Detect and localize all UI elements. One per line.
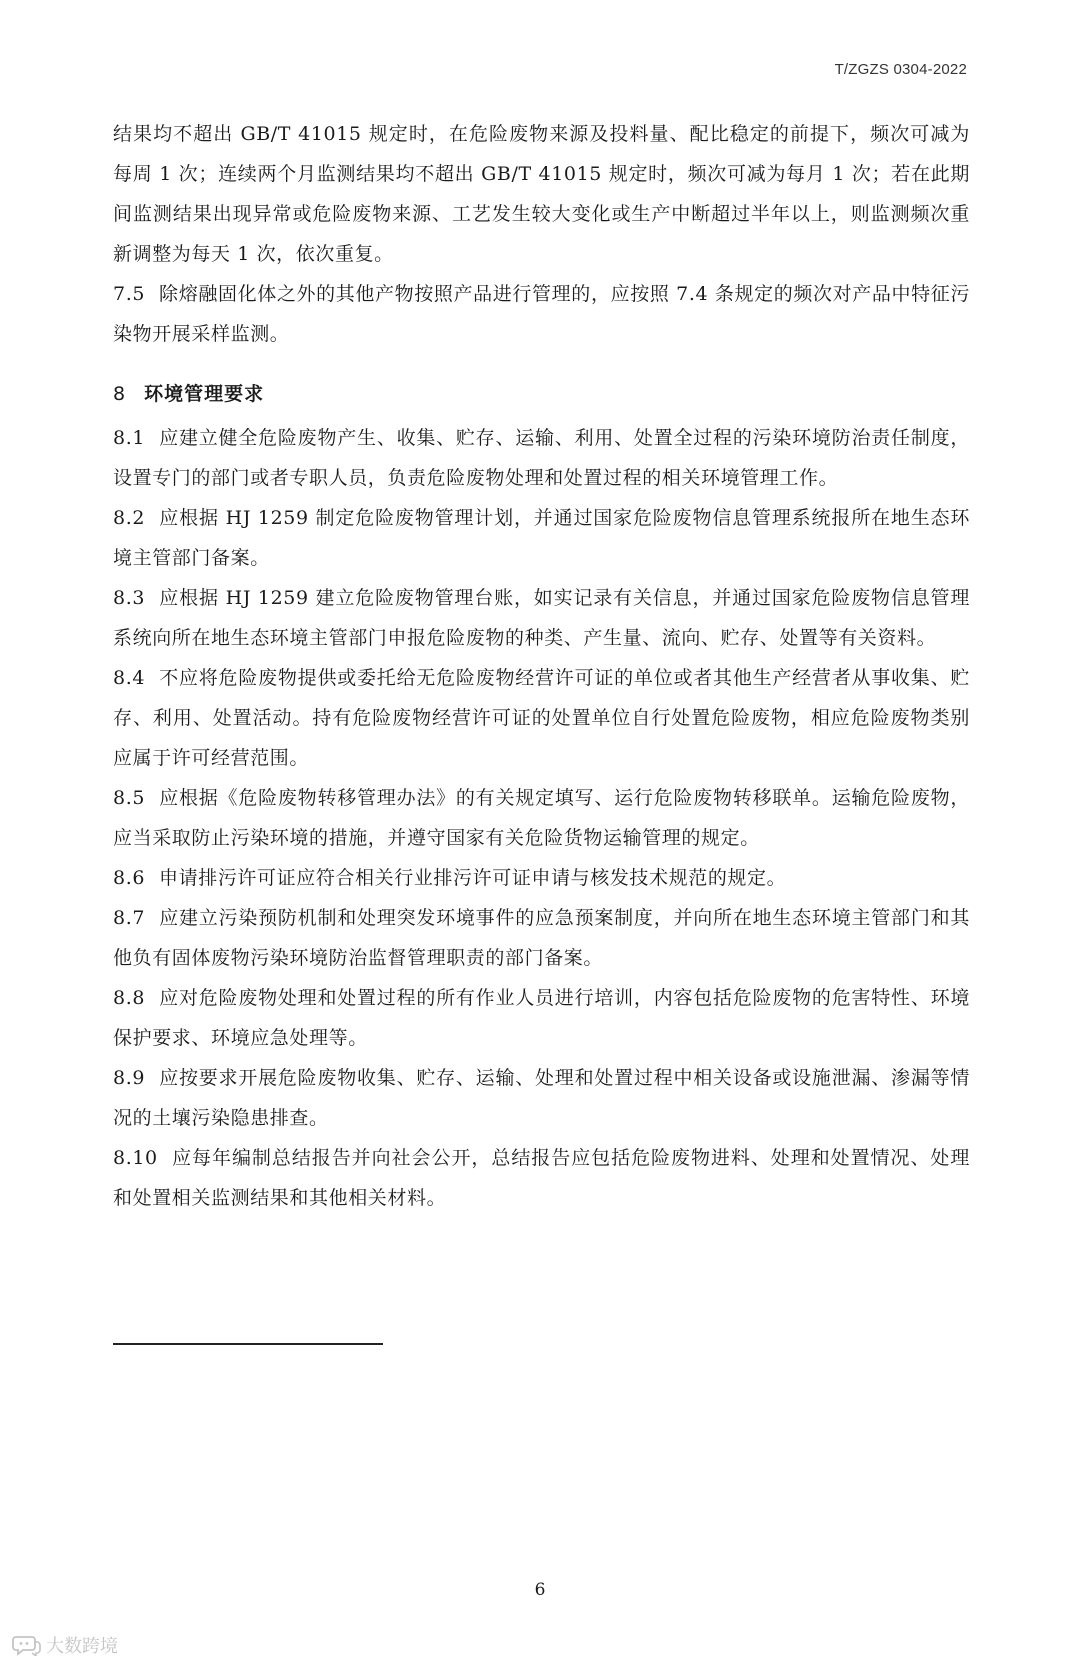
clause-7-5 (113, 274, 970, 354)
clause-8-5 (113, 778, 970, 858)
clause-number: 8.2 (113, 507, 146, 529)
clause-number: 8.9 (113, 1067, 146, 1089)
clause-text: 不应将危险废物提供或委托给无危险废物经营许可证的单位或者其他生产经营者从事收集、贮存、利用、处置活动。持有危险废物经营许可证的处置单位自行处置危险废物，相应危险废物类别应属于许可经营范围。 (113, 667, 970, 769)
clause-text: 应每年编制总结报告并向社会公开，总结报告应包括危险废物进料、处理和处置情况、处理和处置相关监测结果和其他相关材料。 (113, 1147, 970, 1209)
clause-number: 8.1 (113, 427, 146, 449)
clause-number: 8.3 (113, 587, 146, 609)
clause-number: 8.7 (113, 907, 146, 929)
clause-number: 8.8 (113, 987, 146, 1009)
clause-8-3 (113, 578, 970, 658)
page-number: 6 (534, 1580, 546, 1600)
clause-text: 申请排污许可证应符合相关行业排污许可证申请与核发技术规范的规定。 (159, 867, 787, 889)
standard-code: T/ZGZS 0304-2022 (834, 61, 967, 78)
paragraph-text: 结果均不超出 GB/T 41015 规定时，在危险废物来源及投料量、配比稳定的前提下，频次可减为每周 1 次；连续两个月监测结果均不超出 GB/T 41015 规定时，频次可减为每月 1 次；若在此期间监测结果出现异常或危险废物来源、工艺发生较大变化或生产中断超过半年以上，则监测频次重新调整为每天 1 次，依次重复。 (113, 123, 970, 265)
clause-text: 应根据 HJ 1259 建立危险废物管理台账，如实记录有关信息，并通过国家危险废物信息管理系统向所在地生态环境主管部门申报危险废物的种类、产生量、流向、贮存、处置等有关资料。 (113, 587, 970, 649)
clause-8-4 (113, 658, 970, 778)
clause-8-7 (113, 898, 970, 978)
clause-8-6 (113, 858, 970, 898)
clause-8-1 (113, 418, 970, 498)
watermark-text: 大数跨境 (46, 1636, 118, 1657)
clause-text: 除熔融固化体之外的其他产物按照产品进行管理的，应按照 7.4 条规定的频次对产品中特征污染物开展采样监测。 (113, 283, 970, 345)
clause-text: 应对危险废物处理和处置过程的所有作业人员进行培训，内容包括危险废物的危害特性、环境保护要求、环境应急处理等。 (113, 987, 970, 1049)
clause-number: 8.10 (113, 1147, 158, 1169)
section-heading (113, 374, 970, 414)
clause-text: 应根据 HJ 1259 制定危险废物管理计划，并通过国家危险废物信息管理系统报所在地生态环境主管部门备案。 (113, 507, 970, 569)
end-rule (113, 1343, 383, 1345)
chat-bubble-logo-icon (12, 1634, 42, 1656)
clause-number: 8.5 (113, 787, 146, 809)
clause-8-10 (113, 1138, 970, 1218)
clause-8-8 (113, 978, 970, 1058)
section-title: 环境管理要求 (144, 383, 265, 405)
clause-text: 应按要求开展危险废物收集、贮存、运输、处理和处置过程中相关设备或设施泄漏、渗漏等情况的土壤污染隐患排查。 (113, 1067, 970, 1129)
section-number: 8 (113, 383, 127, 405)
clause-number: 7.5 (113, 283, 146, 305)
clause-8-2 (113, 498, 970, 578)
body-content (113, 114, 970, 1218)
clause-number: 8.4 (113, 667, 146, 689)
clause-text: 应建立污染预防机制和处理突发环境事件的应急预案制度，并向所在地生态环境主管部门和其他负有固体废物污染环境防治监督管理职责的部门备案。 (113, 907, 970, 969)
clause-number: 8.6 (113, 867, 146, 889)
clause-text: 应建立健全危险废物产生、收集、贮存、运输、利用、处置全过程的污染环境防治责任制度，设置专门的部门或者专职人员，负责危险废物处理和处置过程的相关环境管理工作。 (113, 427, 970, 489)
clause-8-9 (113, 1058, 970, 1138)
watermark (12, 1632, 118, 1658)
paragraph-continuation (113, 114, 970, 274)
clause-text: 应根据《危险废物转移管理办法》的有关规定填写、运行危险废物转移联单。运输危险废物，应当采取防止污染环境的措施，并遵守国家有关危险货物运输管理的规定。 (113, 787, 970, 849)
